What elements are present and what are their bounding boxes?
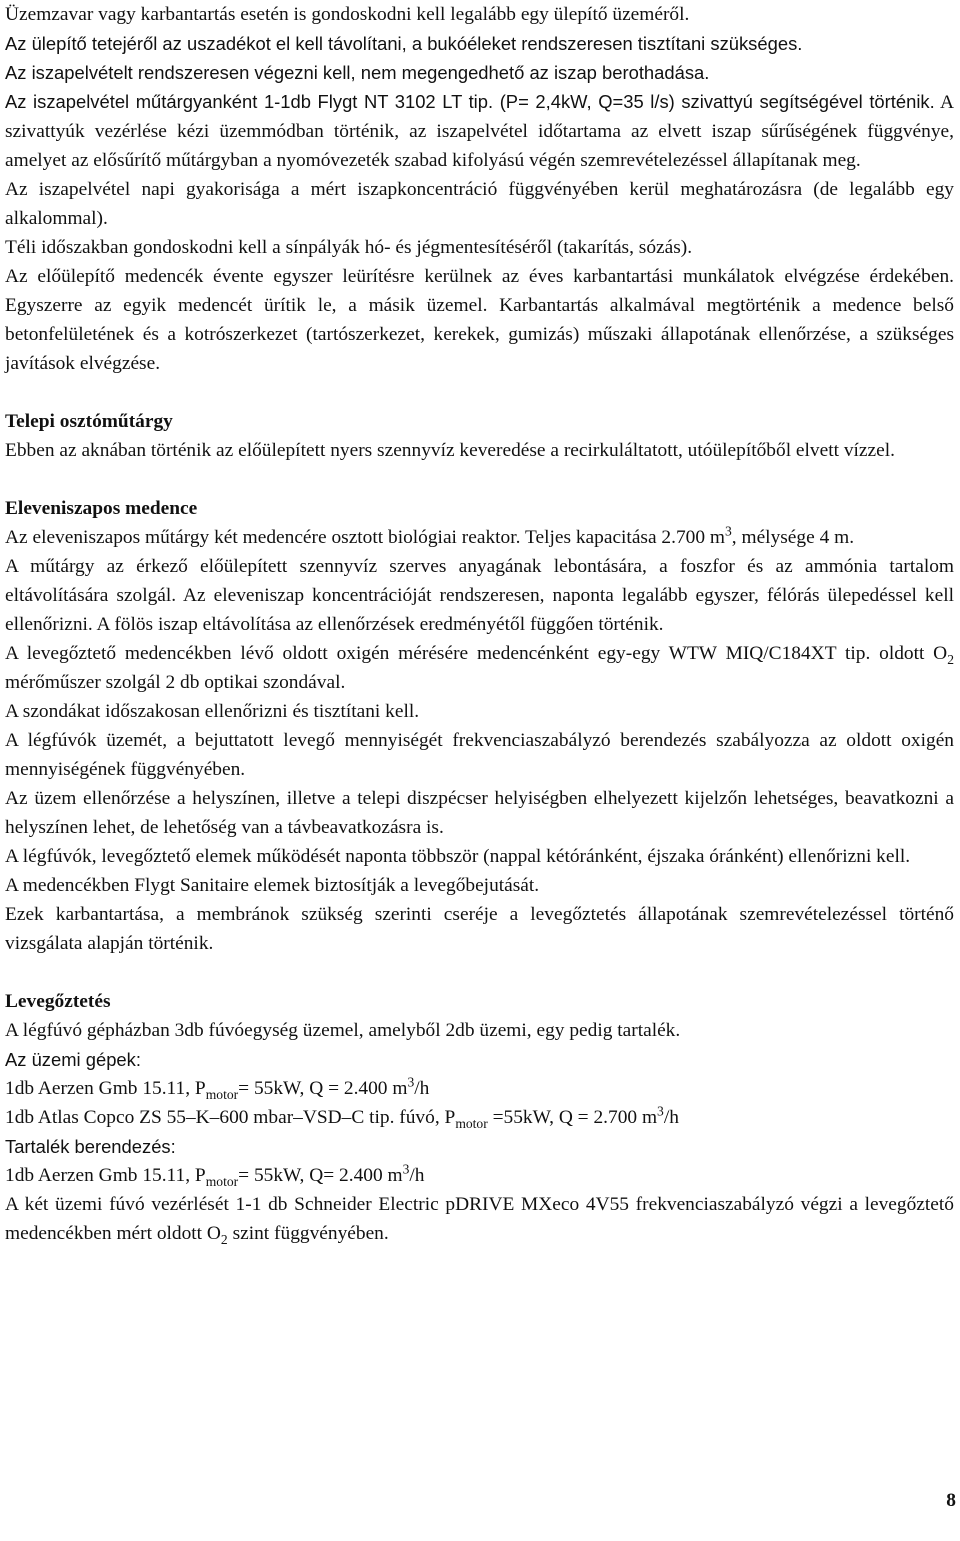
paragraph: A szondákat időszakosan ellenőrizni és tisztítani kell.	[5, 701, 420, 722]
paragraph: Az iszapelvétel napi gyakorisága a mért iszapkoncentráció függvényében kerül meghatározásra (de legalább egy alkalommal).	[5, 179, 954, 229]
text: /h	[663, 1107, 679, 1128]
section-heading-osztomutargy: Telepi osztóműtárgy	[5, 411, 173, 432]
section-heading-levegoztetes: Levegőztetés	[5, 991, 111, 1012]
paragraph: Az ülepítő tetejéről az uszadékot el kell távolítani, a bukóéleket rendszeresen tisztítani szükséges.	[5, 33, 803, 54]
text: = 55kW, Q = 2.400 m	[238, 1078, 408, 1099]
text: /h	[409, 1165, 425, 1186]
spacer	[5, 465, 954, 494]
machine-line	[5, 1074, 954, 1103]
pump-spec-text: Az iszapelvétel műtárgyanként 1-1db Flygt NT 3102 LT tip. (P= 2,4kW, Q=35 l/s) szivattyú segítségével történik.	[5, 91, 935, 112]
subscript: 2	[220, 1231, 228, 1247]
subscript: motor	[205, 1173, 239, 1189]
paragraph	[5, 523, 954, 552]
text: A levegőztető medencékben lévő oldott oxigén mérésére medencénként egy-egy WTW MIQ/C184XT tip. oldott O	[5, 643, 948, 664]
text: 1db Atlas Copco ZS 55–K–600 mbar–VSD–C tip. fúvó, P	[5, 1107, 456, 1128]
paragraph: A műtárgy az érkező előülepített szennyvíz szerves anyagának lebontására, a foszfor és az ammónia tartalom eltávolítására szolgál. Az eleveniszap koncentrációját rendszeresen, naponta legalább egyszer, félórás ülepedéssel kell ellenőrizni. A fölös iszap eltávolítása az ellenőrzések eredményétől függően történik.	[5, 556, 954, 635]
subscript: motor	[455, 1115, 488, 1131]
superscript: 3	[407, 1074, 415, 1090]
text: szint függvényében.	[227, 1223, 389, 1244]
machine-line	[5, 1161, 954, 1190]
page-number: 8	[946, 1490, 956, 1511]
paragraph: Ezek karbantartása, a membránok szükség szerinti cseréje a levegőztetés állapotának szemrevételezéssel történő vizsgálata alapján történik.	[5, 904, 954, 954]
paragraph: Üzemzavar vagy karbantartás esetén is gondoskodni kell legalább egy ülepítő üzeméről.	[5, 4, 690, 25]
text: = 55kW, Q= 2.400 m	[238, 1165, 403, 1186]
paragraph: Tartalék berendezés:	[5, 1136, 176, 1157]
text: =55kW, Q = 2.700 m	[487, 1107, 658, 1128]
text: 1db Aerzen Gmb 15.11, P	[5, 1165, 206, 1186]
superscript: 3	[402, 1161, 410, 1177]
text: A két üzemi fúvó vezérlését 1-1 db Schneider Electric pDRIVE MXeco 4V55 frekvenciaszabályzó végzi a levegőztető medencékben mért oldott O	[5, 1194, 954, 1244]
paragraph	[5, 87, 954, 175]
text: 1db Aerzen Gmb 15.11, P	[5, 1078, 206, 1099]
paragraph: A légfúvók, levegőztető elemek működését naponta többször (nappal kétóránként, éjszaka óránként) ellenőrizni kell.	[5, 846, 911, 867]
paragraph: Az iszapelvételt rendszeresen végezni kell, nem megengedhető az iszap berothadása.	[5, 62, 710, 83]
paragraph: Téli időszakban gondoskodni kell a sínpályák hó- és jégmentesítéséről (takarítás, sózás).	[5, 237, 693, 258]
superscript: 3	[725, 523, 732, 539]
document-content	[5, 0, 954, 1248]
spacer	[5, 378, 954, 407]
superscript: 3	[657, 1103, 664, 1119]
paragraph: Ebben az aknában történik az előülepített nyers szennyvíz keveredése a recirkuláltatott, utóülepítőből elvett vízzel.	[5, 440, 895, 461]
machine-line	[5, 1103, 954, 1132]
text: Az eleveniszapos műtárgy két medencére osztott biológiai reaktor. Teljes kapacitása 2.700 m	[5, 527, 725, 548]
paragraph: Az üzemi gépek:	[5, 1049, 141, 1070]
subscript: motor	[205, 1086, 239, 1102]
text: /h	[414, 1078, 430, 1099]
spacer	[5, 958, 954, 987]
paragraph: A légfúvók üzemét, a bejuttatott levegő mennyiségét frekvenciaszabályzó berendezés szabályozza az oldott oxigén mennyiségének függvényében.	[5, 730, 954, 780]
section-heading-eleveniszap: Eleveniszapos medence	[5, 498, 198, 519]
paragraph: A medencékben Flygt Sanitaire elemek biztosítják a levegőbejutását.	[5, 875, 540, 896]
paragraph	[5, 639, 954, 697]
paragraph	[5, 1190, 954, 1248]
paragraph: A légfúvó gépházban 3db fúvóegység üzemel, amelyből 2db üzemi, egy pedig tartalék.	[5, 1020, 681, 1041]
text: mérőműszer szolgál 2 db optikai szondával.	[5, 672, 346, 693]
paragraph: Az előülepítő medencék évente egyszer leürítésre kerülnek az éves karbantartási munkálatok elvégzése érdekében. Egyszerre az egyik medencét ürítik le, a másik üzemel. Karbantartás alkalmával megtörténik a medence belső betonfelületének és a kotrószerkezet (tartószerkezet, kerekek, gumizás) műszaki állapotának ellenőrzése, a szükséges javítások elvégzése.	[5, 266, 954, 374]
pump-control-text: A szivattyúk vezérlése kézi üzemmódban történik, az iszapelvétel időtartama az elvett iszap sűrűségének függvénye, amelyet az elősűrítő műtárgyban a nyomóvezeték szabad kifolyású végén szemrevételezéssel állapítanak meg.	[5, 92, 954, 171]
subscript: 2	[947, 651, 954, 667]
text: , mélysége 4 m.	[731, 527, 855, 548]
paragraph: Az üzem ellenőrzése a helyszínen, illetve a telepi diszpécser helyiségben elhelyezett kijelzőn lehetséges, beavatkozni a helyszínen lehet, de lehetőség van a távbeavatkozásra is.	[5, 788, 954, 838]
